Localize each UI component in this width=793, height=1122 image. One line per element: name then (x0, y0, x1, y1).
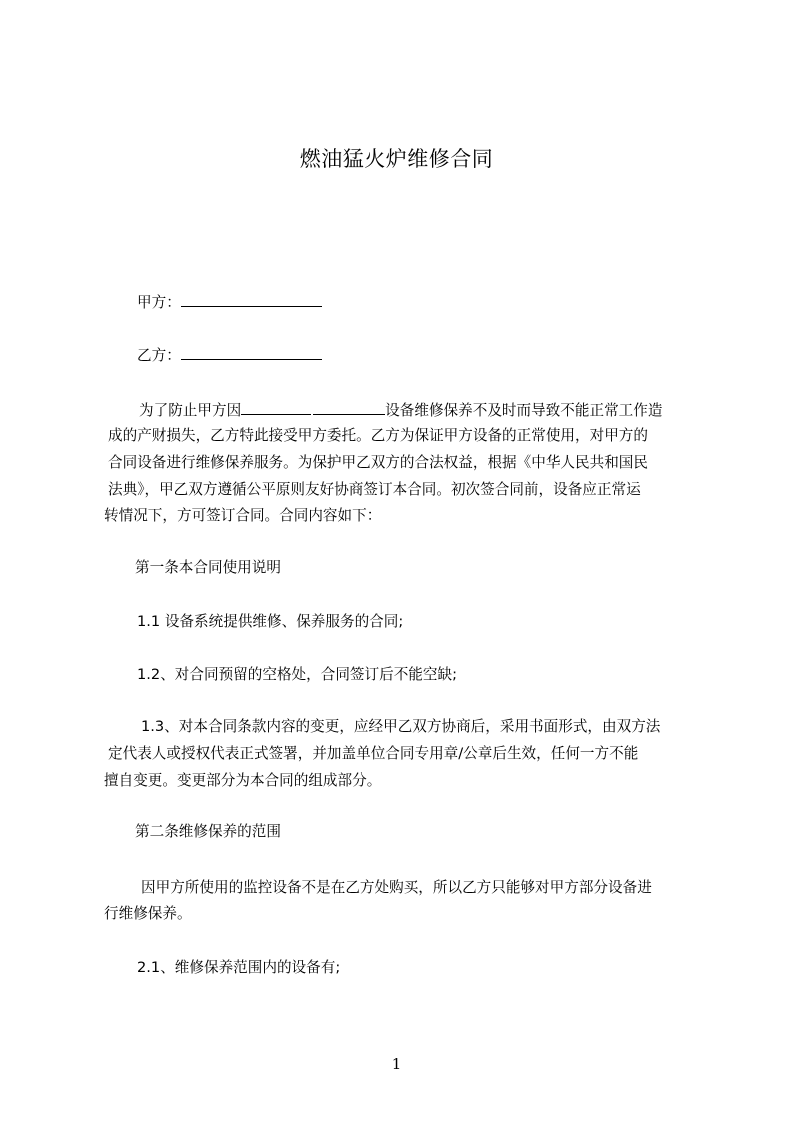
party-b-label: 乙方： (137, 347, 181, 364)
equipment-blank-1[interactable] (241, 400, 311, 415)
clause-1-3-line-1: 1.3、对本合同条款内容的变更，应经甲乙双方协商后，采用书面形式，由双方法 (141, 718, 661, 735)
party-a-line (137, 292, 322, 313)
clause-1-3-line-2: 定代表人或授权代表正式签署，并加盖单位合同专用章/公章后生效，任何一方不能 (108, 745, 639, 762)
intro-line-2: 成的产财损失，乙方特此接受甲方委托。乙方为保证甲方设备的正常使用，对甲方的 (108, 427, 648, 444)
article-2-heading: 第二条维修保养的范围 (135, 823, 281, 840)
party-b-blank[interactable] (181, 345, 322, 360)
clause-1-2: 1.2、对合同预留的空格处，合同签订后不能空缺; (137, 666, 458, 683)
article-2-body-line-2: 行维修保养。 (104, 905, 192, 922)
clause-2-1: 2.1、维修保养范围内的设备有; (137, 959, 341, 976)
intro-suffix: 设备维修保养不及时而导致不能正常工作造 (385, 402, 663, 419)
article-1-heading: 第一条本合同使用说明 (135, 559, 281, 576)
party-b-line (137, 345, 322, 366)
intro-line-5: 转情况下，方可签订合同。合同内容如下： (104, 507, 382, 524)
page-number: 1 (391, 1055, 402, 1073)
clause-1-1: 1.1 设备系统提供维修、保养服务的合同; (137, 613, 404, 630)
article-2-body-line-1: 因甲方所使用的监控设备不是在乙方处购买，所以乙方只能够对甲方部分设备进 (141, 879, 652, 896)
party-a-blank[interactable] (181, 292, 322, 307)
intro-prefix: 为了防止甲方因 (139, 402, 242, 419)
equipment-blank-2[interactable] (313, 400, 385, 415)
intro-line-3: 合同设备进行维修保养服务。为保护甲乙双方的合法权益，根据《中华人民共和国民 (108, 454, 648, 471)
party-a-label: 甲方： (137, 294, 181, 311)
intro-line-4: 法典》，甲乙双方遵循公平原则友好协商签订本合同。初次签合同前，设备应正常运 (108, 481, 641, 498)
clause-1-3-line-3: 擅自变更。变更部分为本合同的组成部分。 (104, 772, 382, 789)
document-title: 燃油猛火炉维修合同 (299, 147, 494, 171)
intro-line-1 (139, 400, 662, 421)
